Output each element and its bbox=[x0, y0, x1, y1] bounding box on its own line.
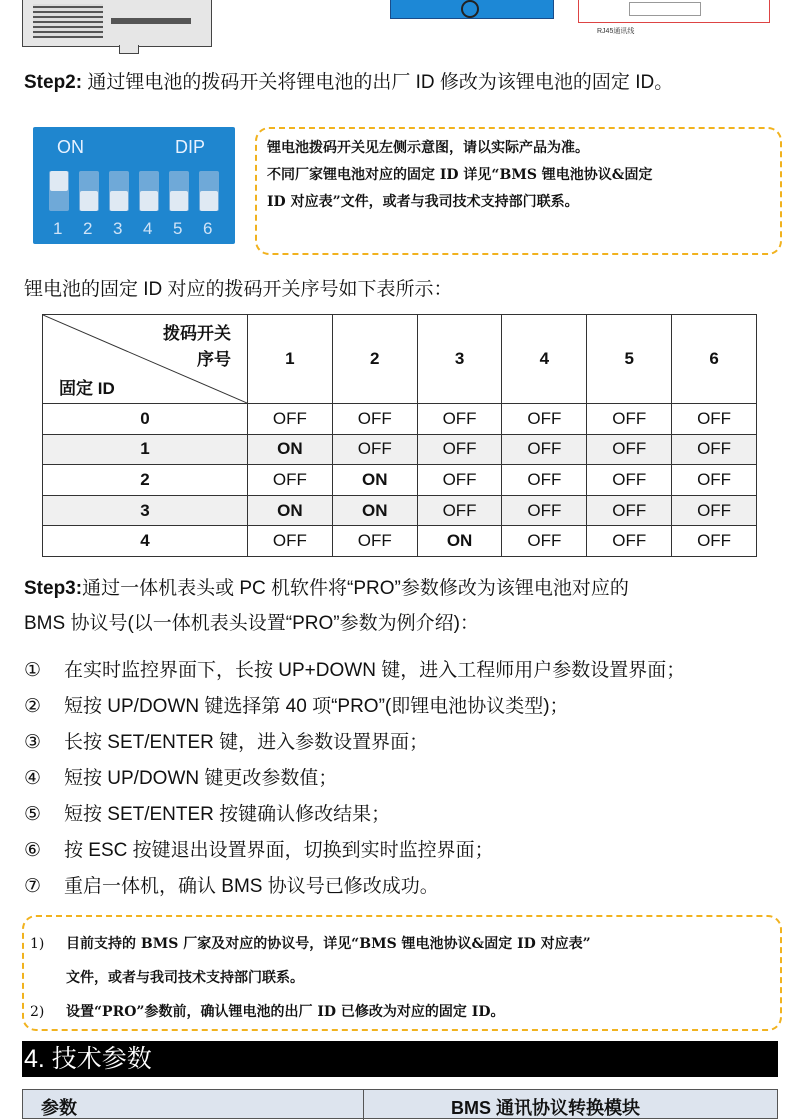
column-header: 3 bbox=[417, 315, 502, 404]
table-cell: OFF bbox=[417, 465, 502, 496]
dip-number: 4 bbox=[143, 219, 153, 238]
list-item: ⑥ 按 ESC 按键退出设置界面，切换到实时监控界面； bbox=[24, 840, 494, 861]
cable-diagram-image bbox=[578, 0, 770, 23]
dip-on-label: ON bbox=[57, 137, 84, 157]
note-line: 不同厂家锂电池对应的固定 ID 详见“BMS 锂电池协议&固定 bbox=[267, 167, 653, 183]
note-line: ID 对应表”文件，或者与我司技术支持部门联系。 bbox=[267, 194, 579, 210]
dip-switch-3 bbox=[109, 171, 129, 211]
list-item: ③ 长按 SET/ENTER 键，进入参数设置界面； bbox=[24, 732, 429, 753]
table-cell: OFF bbox=[587, 465, 672, 496]
corner-header-top: 拨码开关 bbox=[163, 324, 231, 343]
step3-line2: BMS 协议号(以一体机表头设置“PRO”参数为例介绍)： bbox=[24, 613, 479, 634]
note-number: 2) bbox=[30, 1004, 45, 1020]
table-cell: OFF bbox=[248, 526, 333, 557]
table-row bbox=[43, 434, 757, 465]
column-header: 4 bbox=[502, 315, 587, 404]
table-cell: OFF bbox=[587, 434, 672, 465]
table-cell: OFF bbox=[672, 526, 757, 557]
table-cell: OFF bbox=[672, 434, 757, 465]
step2-paragraph bbox=[24, 71, 673, 95]
table-cell: OFF bbox=[502, 495, 587, 526]
table-row bbox=[43, 404, 757, 435]
connector-shape bbox=[629, 2, 701, 16]
dip-number: 5 bbox=[173, 219, 183, 238]
list-item: ⑦ 重启一体机，确认 BMS 协议号已修改成功。 bbox=[24, 876, 439, 897]
table-cell: OFF bbox=[417, 434, 502, 465]
column-header: 5 bbox=[587, 315, 672, 404]
column-header: BMS 通讯协议转换模块 bbox=[451, 1098, 640, 1118]
table-cell: OFF bbox=[672, 465, 757, 496]
table-cell: OFF bbox=[248, 404, 333, 435]
table-cell: OFF bbox=[417, 495, 502, 526]
corner-header-top-2: 序号 bbox=[197, 350, 231, 369]
column-header: 6 bbox=[672, 315, 757, 404]
list-item: ④ 短按 UP/DOWN 键更改参数值； bbox=[24, 768, 338, 789]
table-cell: OFF bbox=[248, 465, 333, 496]
dip-switch-6 bbox=[199, 171, 219, 211]
table-cell: ON bbox=[332, 495, 417, 526]
dip-number: 3 bbox=[113, 219, 123, 238]
table-cell: OFF bbox=[587, 495, 672, 526]
port-icon bbox=[461, 0, 479, 18]
list-item: ① 在实时监控界面下，长按 UP+DOWN 键，进入工程师用户参数设置界面； bbox=[24, 660, 686, 681]
list-item: ② 短按 UP/DOWN 键选择第 40 项“PRO”(即锂电池协议类型)； bbox=[24, 696, 569, 717]
section-title: 4. 技术参数 bbox=[24, 1045, 152, 1073]
table-cell: OFF bbox=[672, 404, 757, 435]
row-id: 0 bbox=[43, 404, 248, 435]
column-divider bbox=[363, 1090, 364, 1120]
table-row bbox=[43, 495, 757, 526]
note-line: 设置“PRO”参数前，确认锂电池的出厂 ID 已修改为对应的固定 ID。 bbox=[66, 1004, 505, 1020]
list-item: ⑤ 短按 SET/ENTER 按键确认修改结果； bbox=[24, 804, 391, 825]
table-cell: ON bbox=[248, 434, 333, 465]
note-line: 锂电池拨码开关见左侧示意图，请以实际产品为准。 bbox=[267, 140, 589, 156]
step3-paragraph bbox=[24, 577, 629, 601]
column-header: 2 bbox=[332, 315, 417, 404]
step3-label: Step3: bbox=[24, 578, 83, 599]
table-cell: ON bbox=[417, 526, 502, 557]
row-id: 3 bbox=[43, 495, 248, 526]
table-cell: ON bbox=[248, 495, 333, 526]
section-heading-bar bbox=[22, 1041, 778, 1077]
table-cell: OFF bbox=[417, 404, 502, 435]
pro-note-box bbox=[22, 915, 782, 1031]
column-header: 1 bbox=[248, 315, 333, 404]
table-cell: OFF bbox=[502, 434, 587, 465]
dip-switch-4 bbox=[139, 171, 159, 211]
table-cell: OFF bbox=[672, 495, 757, 526]
row-id: 4 bbox=[43, 526, 248, 557]
table-cell: OFF bbox=[587, 526, 672, 557]
table-row bbox=[43, 526, 757, 557]
note-number: 1) bbox=[30, 936, 45, 952]
step3-line1: 通过一体机表头或 PC 机软件将“PRO”参数修改为该锂电池对应的 bbox=[82, 578, 629, 599]
dip-note-box bbox=[255, 127, 782, 255]
dip-switch-illustration bbox=[33, 127, 235, 244]
table-cell: OFF bbox=[502, 526, 587, 557]
note-line: 目前支持的 BMS 厂家及对应的协议号，详见“BMS 锂电池协议&固定 ID 对应表” bbox=[66, 936, 591, 952]
table-cell: OFF bbox=[332, 526, 417, 557]
dip-switch-1 bbox=[49, 171, 69, 211]
dip-number: 6 bbox=[203, 219, 213, 238]
dip-switch-2 bbox=[79, 171, 99, 211]
dip-number: 2 bbox=[83, 219, 93, 238]
corner-header-bottom: 固定 ID bbox=[59, 379, 115, 398]
table-cell: OFF bbox=[332, 404, 417, 435]
dip-number: 1 bbox=[53, 219, 63, 238]
tech-params-table-header bbox=[22, 1089, 778, 1119]
table-cell: OFF bbox=[502, 465, 587, 496]
table-cell: OFF bbox=[502, 404, 587, 435]
rj45-cable-label: RJ45通讯线 bbox=[597, 28, 635, 35]
device-slot bbox=[111, 18, 191, 24]
vent-grill bbox=[33, 4, 103, 38]
table-cell: ON bbox=[332, 465, 417, 496]
dip-brand-label: DIP bbox=[175, 137, 206, 157]
dip-id-table bbox=[42, 314, 757, 557]
device-image bbox=[22, 0, 212, 47]
step2-label: Step2: bbox=[24, 72, 83, 93]
row-id: 2 bbox=[43, 465, 248, 496]
table-cell: OFF bbox=[587, 404, 672, 435]
note-line: 文件，或者与我司技术支持部门联系。 bbox=[66, 970, 304, 986]
table-row bbox=[43, 465, 757, 496]
device-tab bbox=[119, 45, 139, 54]
dip-switch-5 bbox=[169, 171, 189, 211]
step2-text: 通过锂电池的拨码开关将锂电池的出厂 ID 修改为该锂电池的固定 ID。 bbox=[82, 72, 674, 93]
row-id: 1 bbox=[43, 434, 248, 465]
table-corner-cell bbox=[43, 315, 248, 404]
column-header: 参数 bbox=[41, 1098, 77, 1118]
table-cell: OFF bbox=[332, 434, 417, 465]
module-image bbox=[390, 0, 554, 19]
table-intro: 锂电池的固定 ID 对应的拨码开关序号如下表所示： bbox=[24, 279, 453, 300]
